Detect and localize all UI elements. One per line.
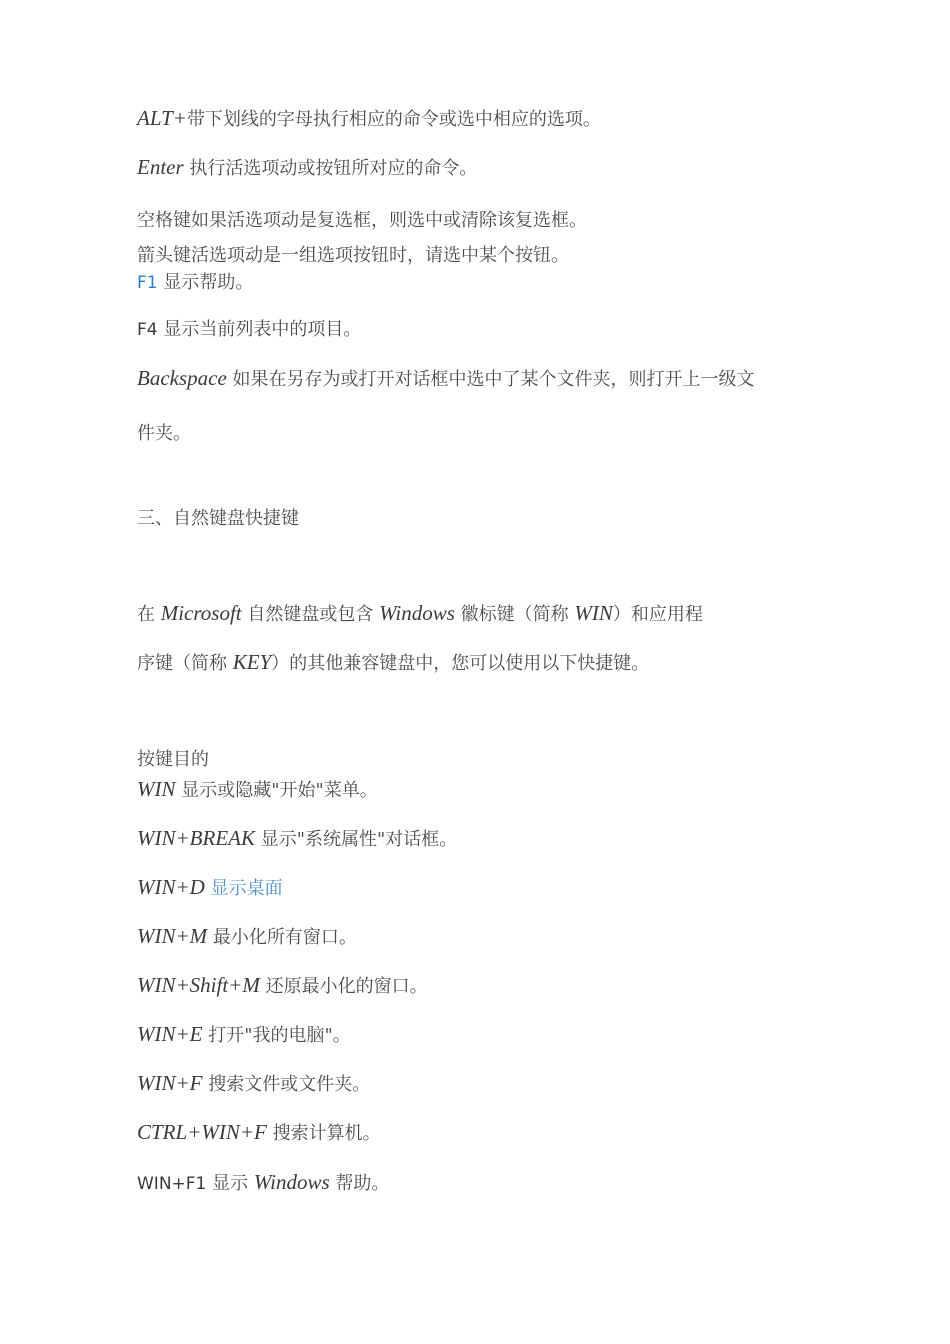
shortcut-key: WIN+M (137, 924, 208, 948)
table-header (137, 748, 209, 772)
shortcut-key: F4 (137, 320, 158, 340)
shortcut-key: WIN+F1 (137, 1174, 207, 1194)
shortcut-description: 显示当前列表中的项目。 (157, 319, 362, 340)
shortcut-description: 如果在另存为或打开对话框中选中了某个文件夹，则打开上一级文 (226, 369, 755, 390)
shortcut-description: 搜索文件或文件夹。 (202, 1074, 371, 1095)
shortcut-key: Enter (137, 155, 184, 179)
shortcut-key: WIN+E (137, 1022, 203, 1046)
shortcut-description: 显示"系统属性"对话框。 (254, 829, 458, 850)
intro-text: 序键（简称 (137, 653, 233, 674)
shortcut-description: 显示帮助。 (157, 272, 254, 293)
shortcut-line-f1 (137, 271, 253, 295)
shortcut-key: WIN+F (137, 1071, 203, 1095)
intro-text: ）和应用程 (612, 604, 703, 625)
shortcut-line-alt (137, 106, 601, 132)
shortcut-text: 空格键如果活选项动是复选框，则选中或清除该复选框。 (137, 210, 587, 231)
table-header-text: 按键目的 (137, 749, 209, 770)
shortcut-line-win-e (137, 1022, 351, 1048)
intro-term: KEY (232, 650, 272, 674)
section-title: 三、自然键盘快捷键 (137, 508, 299, 529)
shortcut-key: WIN+Shift+M (137, 973, 260, 997)
intro-text: 自然键盘或包含 (241, 604, 380, 625)
shortcut-description: 最小化所有窗口。 (207, 927, 357, 948)
section-heading (137, 507, 299, 531)
shortcut-key: WIN (137, 777, 176, 801)
shortcut-line-win-break (137, 826, 457, 852)
intro-text: 徽标键（简称 (454, 604, 575, 625)
shortcut-line-win-m (137, 924, 357, 950)
shortcut-term: Windows (253, 1170, 330, 1194)
shortcut-line-win (137, 777, 378, 803)
intro-paragraph-line-2 (137, 650, 649, 676)
shortcut-description: 执行活选项动或按钮所对应的命令。 (183, 158, 478, 179)
shortcut-description: 打开"我的电脑"。 (202, 1025, 351, 1046)
shortcut-description: 显示 (206, 1173, 254, 1194)
shortcut-key: F1 (137, 273, 158, 293)
shortcut-line-win-d (137, 875, 283, 901)
shortcut-line-backspace-cont (137, 422, 191, 446)
shortcut-line-win-f (137, 1071, 370, 1097)
shortcut-description: 搜索计算机。 (266, 1123, 381, 1144)
shortcut-line-space (137, 209, 587, 233)
intro-term: Microsoft (160, 601, 242, 625)
shortcut-line-enter (137, 155, 477, 181)
intro-text: ）的其他兼容键盘中，您可以使用以下快捷键。 (271, 653, 650, 674)
intro-term: WIN (574, 601, 613, 625)
shortcut-line-backspace (137, 366, 755, 392)
shortcut-text: 箭头键活选项动是一组选项按钮时，请选中某个按钮。 (137, 245, 569, 266)
shortcut-line-arrow (137, 244, 569, 268)
shortcut-line-win-f1 (137, 1170, 389, 1196)
intro-paragraph-line-1 (137, 601, 703, 627)
shortcut-line-f4 (137, 318, 361, 342)
show-desktop-link[interactable]: 显示桌面 (204, 878, 283, 899)
shortcut-key: Backspace (137, 366, 227, 390)
shortcut-line-ctrl-win-f (137, 1120, 381, 1146)
intro-term: Windows (379, 601, 455, 625)
shortcut-key: CTRL+WIN+F (137, 1120, 267, 1144)
intro-text: 在 (137, 604, 161, 625)
shortcut-description: 显示或隐藏"开始"菜单。 (175, 780, 378, 801)
shortcut-key: ALT+ (137, 106, 187, 130)
shortcut-description: 帮助。 (329, 1173, 390, 1194)
shortcut-description: 带下划线的字母执行相应的命令或选中相应的选项。 (186, 109, 601, 130)
shortcut-key: WIN+BREAK (137, 826, 255, 850)
shortcut-line-win-shift-m (137, 973, 428, 999)
shortcut-description: 还原最小化的窗口。 (259, 976, 428, 997)
shortcut-key: WIN+D (137, 875, 205, 899)
shortcut-text: 件夹。 (137, 423, 191, 444)
